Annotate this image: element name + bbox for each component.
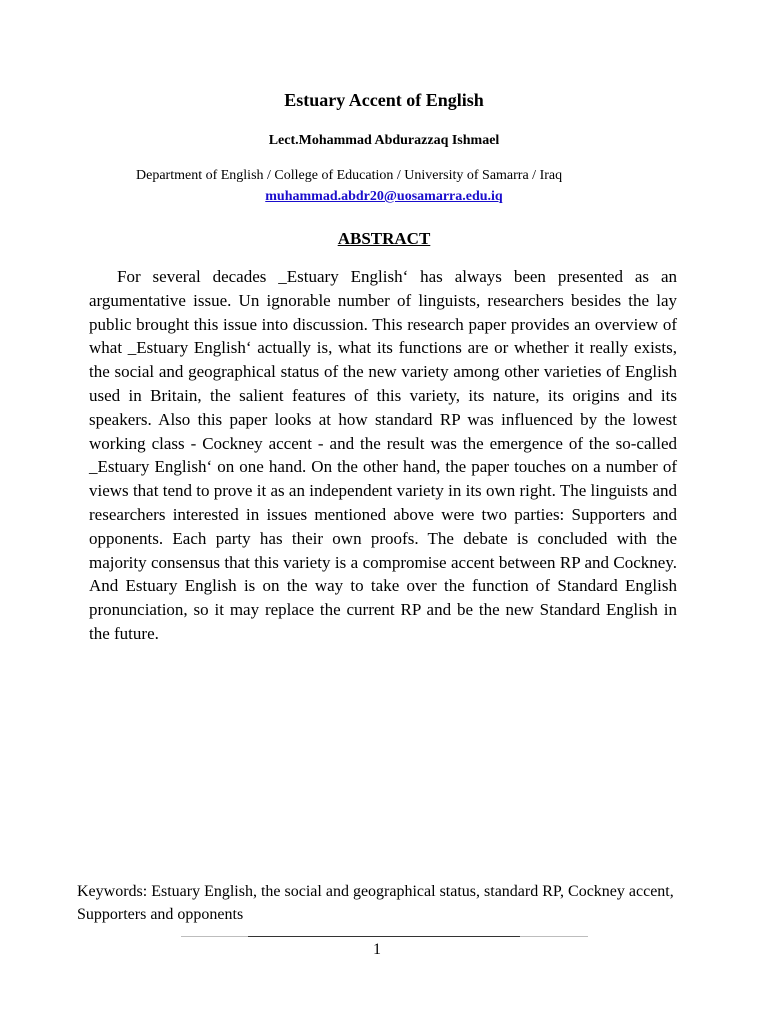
keywords: Keywords: Estuary English, the social and geographical status, standard RP, Cockney accent, Supporters and opponents <box>77 883 674 923</box>
author-email-link[interactable]: muhammad.abdr20@uosamarra.edu.iq <box>265 189 503 204</box>
author-affiliation: Department of English / College of Education / University of Samarra / Iraq <box>136 168 563 183</box>
author-name: Lect.Mohammad Abdurazzaq Ishmael <box>268 133 500 148</box>
paper-title: Estuary Accent of English <box>284 90 484 110</box>
abstract-heading: ABSTRACT <box>337 229 431 248</box>
abstract-body: For several decades _Estuary English‘ has always been presented as an argumentative issue. Un ignorable number of linguists, researchers besides the lay public brought this issue into discussion. This research paper provides an overview of what _Estuary English‘ actually is, what its functions are or whether it really exists, the social and geographical status of the new variety among other varieties of English used in Britain, the salient features of this variety, its nature, its origins and its speakers. Also this paper looks at how standard RP was influenced by the lowest working class - Cockney accent - and the result was the emergence of the so-called _Estuary English‘ on one hand. On the other hand, the paper touches on a number of views that tend to prove it as an independent variety in its own right. The linguists and researchers interested in issues mentioned above were two parties: Supporters and opponents. Each party has their own proofs. The debate is concluded with the majority consensus that this variety is a compromise accent between RP and Cockney. And Estuary English is on the way to take over the function of Standard English pronunciation, so it may replace the current RP and be the new Standard English in the future. <box>89 267 677 643</box>
page-number: 1 <box>373 941 381 958</box>
footer-divider-center <box>248 936 520 937</box>
